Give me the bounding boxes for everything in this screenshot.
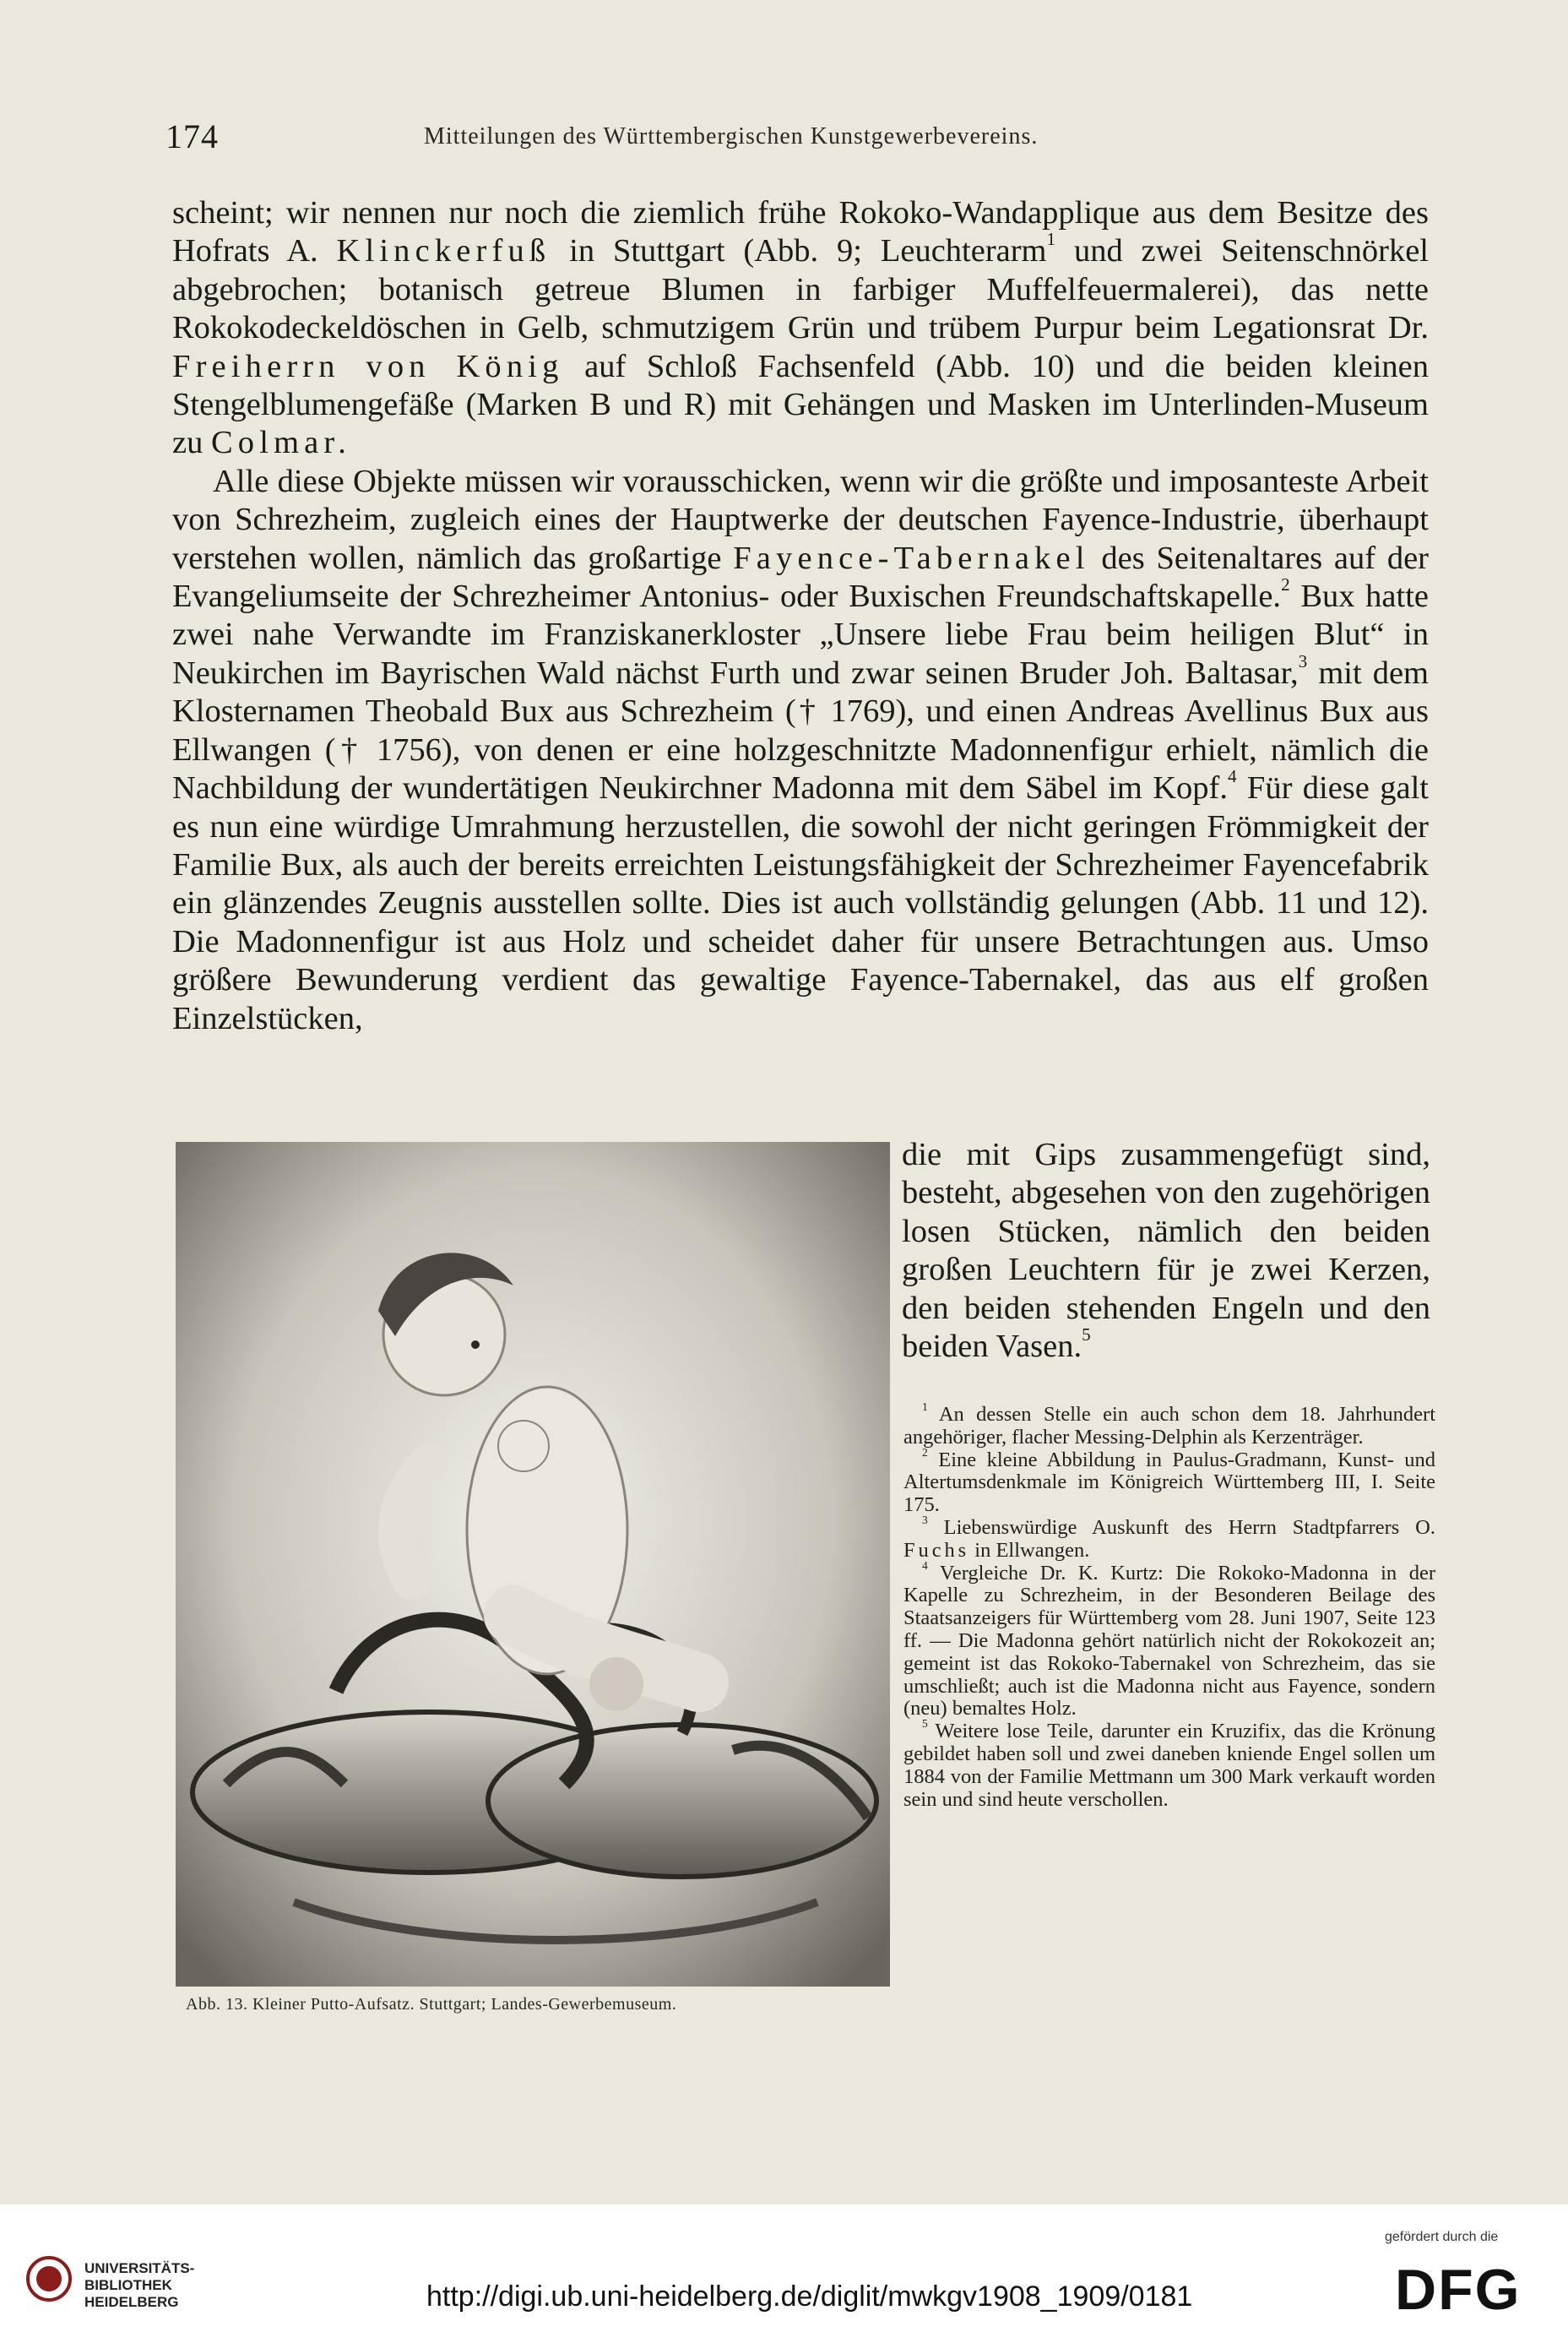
footnote-ref-1[interactable]: 1: [1046, 229, 1056, 250]
footnote-2: $^2$ Eine kleine Abbildung in Paulus-Gradmann, Kunst- und Altertumsdenkmale im Königreich Württemberg III, I. Seite 175.: [903, 1445, 1436, 1517]
footnote-5: $^5$ Weitere lose Teile, darunter ein Kruzifix, das die Krönung gebildet haben soll und zwei daneben kniende Engel sollen um 1884 von der Familie Mettmann um 300 Mark verkauft worden sein und sind heute verschollen.: [903, 1717, 1435, 1811]
figure-caption: Abb. 13. Kleiner Putto-Aufsatz. Stuttgart; Landes-Gewerbemuseum.: [186, 1995, 677, 2014]
footnote-ref-3[interactable]: 3: [1298, 650, 1308, 671]
figure-putto-photo: [176, 1142, 890, 1987]
footnote-3: $^3$ Liebenswürdige Auskunft des Herrn Stadtpfarrers O. Fuchs in Ellwangen.: [903, 1513, 1435, 1562]
body-text: [172, 194, 1429, 1038]
page-number: 174: [165, 117, 219, 155]
source-url-link[interactable]: http://digi.ub.uni-heidelberg.de/diglit/mwkgv1908_1909/0181: [426, 2280, 1193, 2313]
name-klinckerfuss: Klinckerfuß: [336, 233, 551, 269]
name-fuchs: Fuchs: [903, 1538, 970, 1562]
name-freiherr-von-koenig: Freiherrn von König: [172, 348, 564, 384]
footnotes: [903, 1400, 1436, 1811]
paragraph-1: scheint; wir nennen nur noch die ziemlich frühe Rokoko-Wandapplique aus dem Besitze des Hofrats A. Klinckerfuß in Stuttgart (Abb. 9; Leuchterarm$^1$ und zwei Seitenschnörkel abgebrochen; botanisch getreue Blumen in farbiger Muffelfeuermalerei), das nette Rokokodeckeldöschen in Gelb, schmutzigem Grün und trübem Purpur beim Legationsrat Dr. Freiherrn von König auf Schloß Fachsenfeld (Abb. 10) und die beiden kleinen Stengelblumengefäße (Marken B und R) mit Gehängen und Masken im Unterlinden-Museum zu Colmar.: [172, 195, 1429, 461]
page-header: [165, 117, 1432, 167]
term-fayence-tabernakel: Fayence-Tabernakel: [733, 540, 1090, 576]
footnote-ref-2[interactable]: 2: [1281, 574, 1290, 595]
footnote-4: $^4$ Vergleiche Dr. K. Kurtz: Die Rokoko-Madonna in der Kapelle zu Schrezheim, in der Besonderen Beilage des Staatsanzeigers für Württemberg vom 28. Juni 1907, Seite 123 ff. — Die Madonna gehört natürlich nicht der Rokokozeit an; gemeint ist das Rokoko-Tabernakel von Schrezheim, das sie umschließt; auch ist die Madonna nicht aus Fayence, sondern (neu) bemaltes Holz.: [903, 1558, 1435, 1720]
funded-by-label: gefördert durch die: [1385, 2230, 1499, 2244]
library-name: UNIVERSITÄTS- BIBLIOTHEK HEIDELBERG: [84, 2260, 195, 2310]
paragraph-2: Alle diese Objekte müssen wir vorausschicken, wenn wir die größte und imposanteste Arbeit von Schrezheim, zugleich eines der Hauptwerke der deutschen Fayence-Industrie, überhaupt verstehen wollen, nämlich das großartige Fayence-Tabernakel des Seitenaltares auf der Evangeliumseite der Schrezheimer Antonius- oder Buxischen Freundschaftskapelle.$^2$ Bux hatte zwei nahe Verwandte im Franziskanerkloster „Unsere liebe Frau beim heiligen Blut“ in Neukirchen im Bayrischen Wald nächst Furth und zwar seinen Bruder Joh. Baltasar,$^3$ mit dem Klosternamen Theobald Bux aus Schrezheim († 1769), und einen Andreas Avellinus Bux aus Ellwangen († 1756), von denen er eine holzgeschnitzte Madonnenfigur erhielt, nämlich die Nachbildung der wundertätigen Neukirchner Madonna mit dem Säbel im Kopf.$^4$ Für diese galt es nun eine würdige Umrahmung herzustellen, die sowohl der nicht geringen Frömmigkeit der Familie Bux, als auch der bereits erreichten Leistungsfähigkeit der Schrezheimer Fayencefabrik ein glänzendes Zeugnis ausstellen sollte. Dies ist auch vollständig gelungen (Abb. 11 und 12). Die Madonnenfigur ist aus Holz und scheidet daher für unsere Betrachtungen aus. Umso größere Bewunderung verdient das gewaltige Fayence-Tabernakel, das aus elf großen Einzelstücken,: [172, 463, 1430, 1036]
footnote-ref-5[interactable]: 5: [1082, 1324, 1091, 1345]
footnote-ref-4[interactable]: 4: [1227, 766, 1237, 787]
paragraph-2-continuation: die mit Gips zusammengefügt sind, besteht, abgesehen von den zugehörigen losen Stücken, nämlich den beiden großen Leuchtern für je zwei Kerzen, den beiden stehenden Engeln und den beiden Vasen.$^5$: [902, 1137, 1430, 1365]
dfg-logo: DFG: [1395, 2258, 1522, 2322]
place-colmar: Colmar.: [210, 425, 352, 461]
footnote-1: $^1$ An dessen Stelle ein auch schon dem 18. Jahrhundert angehöriger, flacher Messing-Delphin als Kerzenträger.: [903, 1400, 1436, 1449]
running-title: Mitteilungen des Württembergischen Kunstgewerbevereins.: [424, 123, 1039, 149]
university-seal-icon: [25, 2255, 73, 2302]
